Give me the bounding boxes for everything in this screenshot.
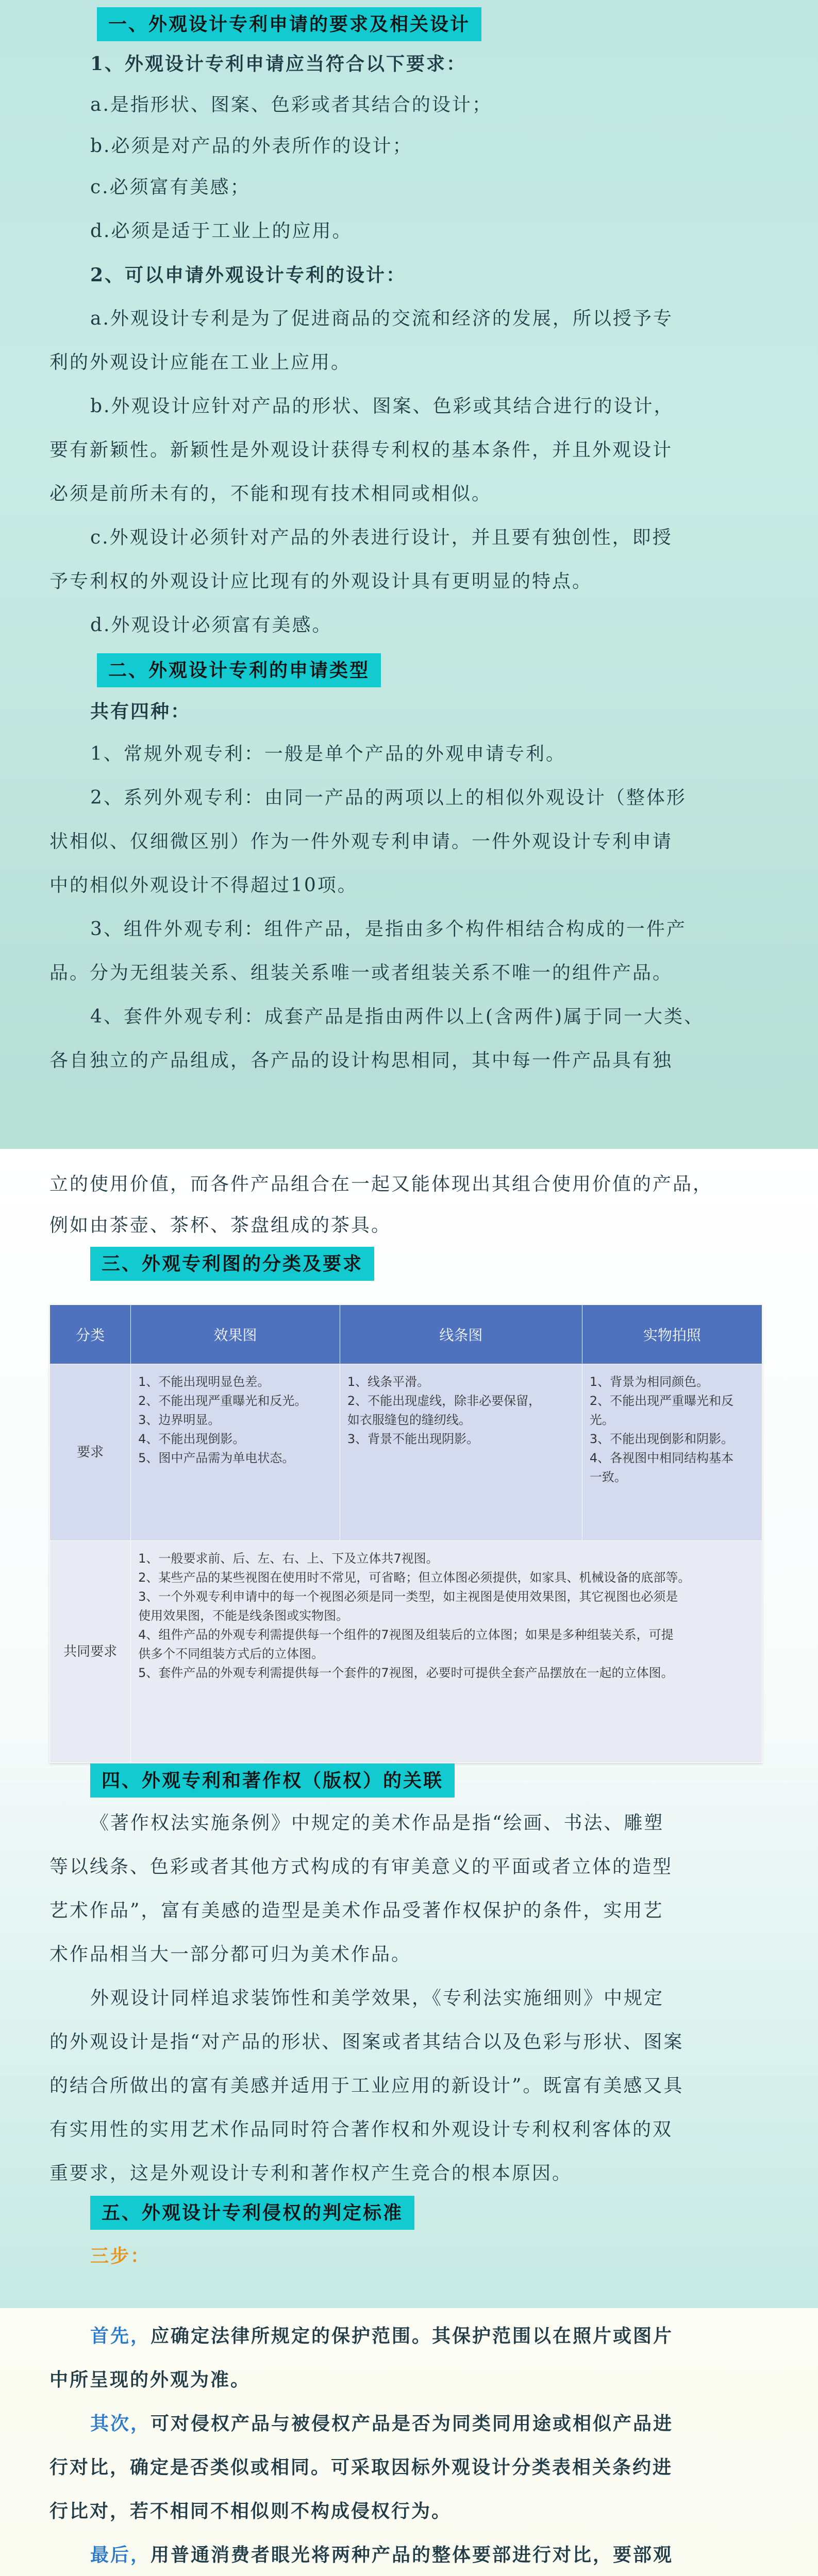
- paragraph-c-line-2: 予专利权的外观设计应比现有的外观设计具有更明显的特点。: [49, 571, 593, 592]
- type-3-line-2: 品。分为无组装关系、组装关系唯一或者组装关系不唯一的组件产品。: [49, 962, 673, 984]
- effect-req-1: 1、不能出现明显色差。: [138, 1375, 270, 1389]
- copyright-p2-line-1: 外观设计同样追求装饰性和美学效果，《专利法实施细则》中规定: [90, 1988, 664, 2009]
- type-1: 1、常规外观专利：一般是单个产品的外观申请专利。: [90, 743, 566, 765]
- effect-req-4: 4、不能出现倒影。: [138, 1432, 245, 1446]
- copyright-p2-line-2: 的外观设计是指“对产品的形状、图案或者其结合以及色彩与形状、图案: [49, 2031, 684, 2053]
- step-3-line-1: [90, 2540, 769, 2570]
- step-2-line-1: [90, 2409, 769, 2438]
- section-2-heading: 二、外观设计专利的申请类型: [97, 653, 381, 687]
- step-1-label: 首先，: [90, 2325, 151, 2347]
- section-1-sub1: 1、外观设计专利申请应当符合以下要求：: [90, 53, 467, 75]
- line-requirements: [340, 1364, 582, 1541]
- line-req-1: 1、线条平滑。: [347, 1375, 430, 1389]
- copyright-p2-line-3: 的结合所做出的富有美感并适用于工业应用的新设计”。既富有美感又具: [49, 2075, 684, 2096]
- line-req-3: 如衣服缝包的缝纫线。: [347, 1413, 471, 1427]
- photo-req-3: 光。: [589, 1413, 614, 1427]
- row-label-common: 共同要求: [50, 1541, 131, 1763]
- step-1-line-2: 中所呈现的外观为准。: [49, 2369, 251, 2391]
- photo-requirements: [582, 1364, 762, 1541]
- common-requirements: [131, 1541, 762, 1763]
- line-req-2: 2、不能出现虚线，除非必要保留，: [347, 1394, 541, 1408]
- table-row: [50, 1364, 762, 1541]
- paragraph-d: d.外观设计必须富有美感。: [90, 615, 332, 636]
- common-req-7: 5、套件产品的外观专利需提供每一个套件的7视图，必要时可提供全套产品摆放在一起的立体图。: [138, 1666, 674, 1680]
- requirement-b: b.必须是对产品的外表所作的设计；: [90, 135, 413, 157]
- patent-drawing-table: [49, 1304, 762, 1763]
- paragraph-c-line-1: c.外观设计必须针对产品的外表进行设计，并且要有独创性，即授: [90, 527, 673, 548]
- line-req-4: 3、背景不能出现阴影。: [347, 1432, 479, 1446]
- step-1-line-1: [90, 2321, 769, 2351]
- header-category: 分类: [50, 1305, 131, 1364]
- effect-req-5: 5、图中产品需为单电状态。: [138, 1451, 295, 1465]
- copyright-p1-line-4: 术作品相当大一部分都可归为美术作品。: [49, 1944, 412, 1965]
- step-2-text: 可对侵权产品与被侵权产品是否为同类同用途或相似产品进: [151, 2413, 674, 2434]
- copyright-p1-line-2: 等以线条、色彩或者其他方式构成的有审美意义的平面或者立体的造型: [49, 1856, 673, 1877]
- type-2-line-3: 中的相似外观设计不得超过10项。: [49, 875, 358, 896]
- step-2-line-2: 行对比，确定是否类似或相同。可采取因标外观设计分类表相关条约进: [49, 2456, 673, 2478]
- header-photo: 实物拍照: [582, 1305, 762, 1364]
- paragraph-a-line-1: a.外观设计专利是为了促进商品的交流和经济的发展，所以授予专: [90, 308, 673, 329]
- copyright-p2-line-5: 重要求，这是外观设计专利和著作权产生竞合的根本原因。: [49, 2163, 573, 2184]
- requirement-c: c.必须富有美感；: [90, 177, 251, 198]
- effect-req-3: 3、边界明显。: [138, 1413, 221, 1427]
- photo-req-5: 4、各视图中相同结构基本: [589, 1451, 734, 1465]
- photo-req-2: 2、不能出现严重曝光和反: [589, 1394, 734, 1408]
- type-2-line-2: 状相似、仅细微区别）作为一件外观专利申请。一件外观设计专利申请: [49, 831, 673, 852]
- common-req-2: 2、某些产品的某些视图在使用时不常见，可省略；但立体图必须提供，如家具、机械设备的底部等。: [138, 1570, 691, 1585]
- section-3-heading: 三、外观专利图的分类及要求: [90, 1247, 374, 1281]
- type-4-line-4: 例如由茶壶、茶杯、茶盘组成的茶具。: [49, 1215, 392, 1236]
- header-effect-drawing: 效果图: [131, 1305, 340, 1364]
- requirement-a: a.是指形状、图案、色彩或者其结合的设计；: [90, 94, 492, 115]
- type-4-line-1: 4、套件外观专利：成套产品是指由两件以上(含两件)属于同一大类、: [90, 1006, 704, 1027]
- type-4-line-3: 立的使用价值，而各件产品组合在一起又能体现出其组合使用价值的产品，: [49, 1174, 713, 1195]
- type-2-line-1: 2、系列外观专利：由同一产品的两项以上的相似外观设计（整体形: [90, 787, 687, 808]
- copyright-p1-line-1: 《著作权法实施条例》中规定的美术作品是指“绘画、书法、雕塑: [90, 1812, 664, 1834]
- section-4-heading: 四、外观专利和著作权（版权）的关联: [90, 1764, 455, 1798]
- section-1-heading: 一、外观设计专利申请的要求及相关设计: [97, 7, 481, 41]
- common-req-4: 使用效果图，不能是线条图或实物图。: [138, 1608, 349, 1623]
- common-req-5: 4、组件产品的外观专利需提供每一个组件的7视图及组装后的立体图；如果是多种组装关系，可提: [138, 1628, 674, 1642]
- table-row: [50, 1541, 762, 1763]
- header-line-drawing: 线条图: [340, 1305, 582, 1364]
- effect-req-2: 2、不能出现严重曝光和反光。: [138, 1394, 307, 1408]
- paragraph-a-line-2: 利的外观设计应能在工业上应用。: [49, 352, 352, 373]
- common-req-3: 3、一个外观专利申请中的每一个视图必须是同一类型，如主视图是使用效果图，其它视图也必须是: [138, 1589, 678, 1604]
- common-req-1: 1、一般要求前、后、左、右、上、下及立体共7视图。: [138, 1551, 439, 1566]
- paragraph-b-line-2: 要有新颖性。新颖性是外观设计获得专利权的基本条件，并且外观设计: [49, 439, 673, 461]
- section-5-heading: 五、外观设计专利侵权的判定标准: [90, 2196, 414, 2230]
- type-4-line-2: 各自独立的产品组成，各产品的设计构思相同，其中每一件产品具有独: [49, 1050, 673, 1071]
- step-2-line-3: 行比对，若不相同不相似则不构成侵权行为。: [49, 2500, 452, 2522]
- row-label-requirements: 要求: [50, 1364, 131, 1541]
- copyright-p1-line-3: 艺术作品”，富有美感的造型是美术作品受著作权保护的条件，实用艺: [49, 1900, 664, 1921]
- three-steps-label: 三步：: [90, 2245, 151, 2267]
- type-3-line-1: 3、组件外观专利：组件产品，是指由多个构件相结合构成的一件产: [90, 919, 687, 940]
- requirement-d: d.必须是适于工业上的应用。: [90, 221, 353, 242]
- panel-top: [0, 0, 818, 1149]
- copyright-p2-line-4: 有实用性的实用艺术作品同时符合著作权和外观设计专利权利客体的双: [49, 2119, 673, 2140]
- table-header-row: [50, 1305, 762, 1364]
- photo-req-6: 一致。: [589, 1470, 627, 1484]
- step-3-label: 最后，: [90, 2544, 151, 2566]
- section-2-intro: 共有四种：: [90, 701, 191, 722]
- effect-requirements: [131, 1364, 340, 1541]
- photo-req-4: 3、不能出现倒影和阴影。: [589, 1432, 734, 1446]
- photo-req-1: 1、背景为相同颜色。: [589, 1375, 709, 1389]
- common-req-6: 供多个不同组装方式后的立体图。: [138, 1647, 324, 1661]
- paragraph-b-line-1: b.外观设计应针对产品的形状、图案、色彩或其结合进行的设计，: [90, 396, 674, 417]
- step-2-label: 其次，: [90, 2413, 151, 2434]
- step-3-text: 用普通消费者眼光将两种产品的整体要部进行对比，要部观: [151, 2544, 674, 2566]
- step-1-text: 应确定法律所规定的保护范围。其保护范围以在照片或图片: [151, 2325, 674, 2347]
- paragraph-b-line-3: 必须是前所未有的，不能和现有技术相同或相似。: [49, 483, 492, 504]
- section-1-sub2: 2、可以申请外观设计专利的设计：: [90, 264, 407, 286]
